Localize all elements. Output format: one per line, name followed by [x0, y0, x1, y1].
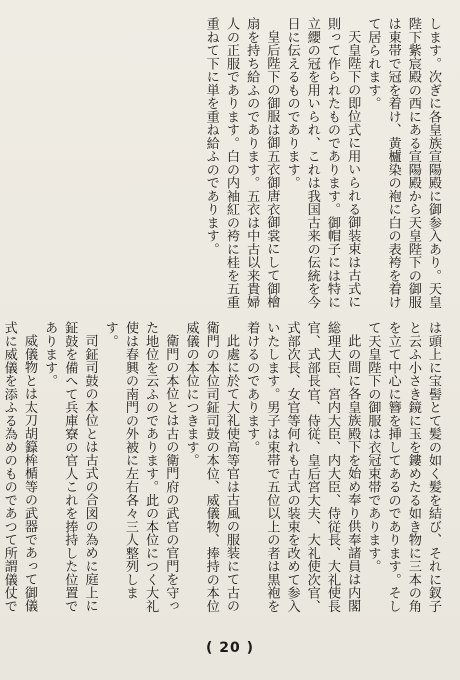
- page-number: ( 20 ): [205, 640, 255, 656]
- lower-paragraph-6: 威儀物とは太刀胡籙桙楯等の武器であって御儀式に威儀を添ふる為めのものであつて所謂儀仗で: [1, 321, 37, 613]
- lower-paragraph-4: 衛門の本位とは古の衛門府の武官の官門を守った地位を云ふのであります。此の本位につく大礼使は春興の南門の外被に左右各々三人整列します。: [102, 321, 179, 613]
- lower-paragraph-5: 司鉦司鼓の本位とは古式の合図の為めに庭上に鉦鼓を備へて兵庫寮の官人これを捧持した位置であります。: [42, 321, 98, 613]
- upper-paragraph-1: します。次ぎに各皇族宣陽殿に御参入あり。天皇陛下紫宸殿の西にある宣陽殿から天皇陛下の御服は東帯で冠を着け、黄櫨染の袍に白の表袴を着けて居られます。: [365, 17, 441, 309]
- upper-paragraph-3: 皇后陛下の御服は御五衣御唐衣御裳にして御檜扇を持ち給ふのであります。五衣は中古以来貴婦人の正服であります。白の内袖紅の袴に桂を五重重ねて下に単を重ね給ふのであります。: [203, 17, 280, 309]
- lower-paragraph-3: 此處に於て大礼使高等官は古風の服装にて古の衛門の本位司鉦司鼓の本位、威儀物、捧持の本位威儀の本位につきます。: [183, 321, 239, 613]
- lower-text-block: [1, 321, 443, 621]
- upper-paragraph-2: 天皇陛下の即位式に用いられる御装束は古式に則って作られたものであります。御帽子には特に立纓の冠を用いられ、これは我国古来の伝統を今日に伝えるものであります。: [284, 17, 361, 309]
- lower-paragraph-2: 此の間に各皇族殿下を始め奉り供奉諸員は内閣総理大臣、宮内大臣、内大臣、侍従長、大礼使長官、式部長官、侍従、皇后宮大夫、大礼使次官、式部次長、女官等何れも古式の装束を改めて参入いたします。男子は束帯で五位以上の者は黒袍を着けるのであります。: [244, 321, 361, 613]
- upper-text-block: [17, 17, 443, 309]
- lower-paragraph-1: は頭上に宝髻とて髪の如く髪を結び、それに釵子と云ふ小さき鏡に玉を鏤めたる如き物に三本の角を立て中心に簪を挿してあるのであります。そして天皇陛下の御服は衣冠束帯であります。: [365, 321, 441, 613]
